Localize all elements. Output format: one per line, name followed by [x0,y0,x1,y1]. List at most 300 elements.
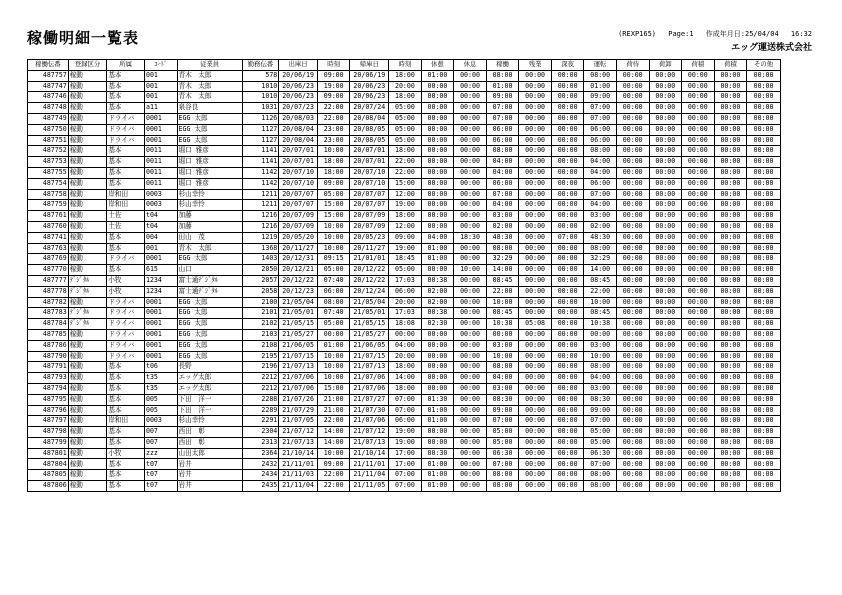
report-id: (REXP165) [618,30,657,38]
table-cell: 00:00 [616,470,649,481]
table-cell: 00:00 [616,286,649,297]
table-cell: 00:00 [421,135,454,146]
table-cell: 20/08/05 [350,135,389,146]
table-cell: 21/07/13 [350,437,389,448]
table-cell: 00:00 [714,351,747,362]
table-cell: 00:00 [747,200,781,211]
table-cell: 00:00 [616,394,649,405]
table-cell: 長野 [177,362,242,373]
table-cell: 1211 [242,200,279,211]
table-row [28,297,781,308]
table-cell: 00:00 [317,329,350,340]
table-cell: 稼動 [68,340,107,351]
table-cell: 西田 彰 [177,437,242,448]
table-cell: 487784 [28,319,69,330]
table-cell: EGG 太郎 [177,254,242,265]
table-cell: 20/07/09 [350,221,389,232]
table-cell: 00:00 [519,437,552,448]
table-cell: 00:00 [747,448,781,459]
table-cell: 20/12/21 [279,265,318,276]
table-cell: 21/06/05 [350,340,389,351]
table-cell: 00:00 [551,297,584,308]
table-cell: 00:00 [747,416,781,427]
table-cell: 00:00 [714,297,747,308]
table-cell: 20/06/23 [279,92,318,103]
column-header: 時刻 [317,60,350,71]
table-cell: 00:00 [551,405,584,416]
table-row [28,92,781,103]
table-cell: 稼動 [68,200,107,211]
table-cell: 00:30 [421,448,454,459]
table-cell: 00:00 [714,103,747,114]
table-cell: 00:00 [616,243,649,254]
table-cell: 00:00 [421,167,454,178]
table-cell: 00:00 [714,405,747,416]
column-header: 休憩 [421,60,454,71]
table-cell: 00:00 [682,146,715,157]
table-cell: 06:00 [486,178,519,189]
table-cell: 00:00 [747,308,781,319]
table-cell: 00:00 [454,383,487,394]
table-cell: 00:00 [747,232,781,243]
table-cell: 05:00 [389,113,422,124]
table-cell: 20/07/01 [350,146,389,157]
table-cell: 00:00 [454,286,487,297]
table-cell: 22:00 [389,157,422,168]
column-header: 勤務伝番 [242,60,279,71]
table-cell: 07:00 [486,459,519,470]
table-cell: 00:00 [682,319,715,330]
table-cell: 00:00 [747,81,781,92]
table-cell: 04:00 [486,373,519,384]
table-cell: 487753 [28,157,69,168]
table-cell: 00:00 [682,405,715,416]
table-cell: 00:00 [454,405,487,416]
table-cell: 00:00 [682,92,715,103]
table-cell: t04 [144,211,177,222]
table-cell: 00:00 [454,135,487,146]
table-cell: 00:00 [682,340,715,351]
table-cell: t07 [144,470,177,481]
table-cell: 基本 [107,81,145,92]
table-cell: 00:00 [747,286,781,297]
table-cell: 00:00 [551,275,584,286]
table-cell: 稼動 [68,146,107,157]
column-header: 所属 [107,60,145,71]
table-cell: 00:00 [649,70,682,81]
table-cell: 00:00 [682,135,715,146]
table-cell: t06 [144,362,177,373]
table-cell: 10:00 [317,221,350,232]
table-cell: 00:00 [747,459,781,470]
table-cell: 00:00 [421,221,454,232]
table-cell: 00:00 [551,286,584,297]
table-cell: 487783 [28,308,69,319]
table-cell: 00:00 [454,81,487,92]
table-cell: 07:00 [486,113,519,124]
table-cell: EGG 太郎 [177,329,242,340]
table-cell: 01:00 [421,70,454,81]
table-cell: 00:00 [682,383,715,394]
table-cell: 稼動 [68,470,107,481]
table-cell: 0003 [144,416,177,427]
table-cell: 00:00 [519,405,552,416]
table-cell: 21/11/01 [350,459,389,470]
table-cell: 00:00 [551,448,584,459]
table-cell: 00:00 [747,437,781,448]
table-cell: 17:00 [389,448,422,459]
table-cell: 00:00 [682,286,715,297]
table-cell: 20/07/10 [279,178,318,189]
table-cell: 1142 [242,178,279,189]
table-row [28,275,781,286]
table-cell: 岩井 [177,481,242,492]
table-cell: 稼動 [68,362,107,373]
table-cell: 2291 [242,416,279,427]
table-cell: 00:00 [682,254,715,265]
table-cell: 2057 [242,275,279,286]
table-cell: 青木 太郎 [177,81,242,92]
table-cell: 07:40 [317,308,350,319]
table-cell: 21/10/14 [350,448,389,459]
table-cell: 00:00 [616,329,649,340]
table-cell: 18:00 [317,167,350,178]
table-cell: 487760 [28,221,69,232]
table-cell: 20/07/07 [279,200,318,211]
table-cell: 00:00 [714,308,747,319]
table-cell: 05:00 [486,427,519,438]
table-cell: 00:00 [454,297,487,308]
table-cell: 00:00 [682,437,715,448]
table-cell: 18:00 [389,146,422,157]
table-cell: 02:00 [584,221,617,232]
table-cell: 22:00 [317,481,350,492]
table-cell: EGG 太郎 [177,124,242,135]
table-cell: 06:00 [584,178,617,189]
table-cell: 00:00 [519,103,552,114]
table-cell: ドライバ [107,308,145,319]
table-cell: 1010 [242,81,279,92]
table-cell: 00:00 [682,362,715,373]
table-cell: 20/08/04 [350,113,389,124]
table-cell: 00:00 [421,157,454,168]
table-row [28,319,781,330]
table-cell: 06:00 [317,286,350,297]
table-cell: 20/06/19 [350,70,389,81]
table-cell: 00:00 [747,329,781,340]
table-cell: 21/05/04 [350,297,389,308]
table-cell: 00:00 [714,481,747,492]
table-cell: 07:00 [486,416,519,427]
table-cell: 00:00 [747,70,781,81]
table-cell: 稼動 [68,232,107,243]
table-cell: 21/07/06 [279,383,318,394]
table-cell: 稼動 [68,405,107,416]
table-cell: 00:00 [682,275,715,286]
table-cell: 00:00 [649,189,682,200]
table-cell: 00:00 [551,319,584,330]
table-cell: 00:00 [519,297,552,308]
table-cell: 00:00 [649,394,682,405]
table-cell: 00:00 [616,189,649,200]
table-cell: 20/07/07 [350,200,389,211]
table-cell: 泉谷良 [177,103,242,114]
table-cell: 20/07/09 [279,221,318,232]
table-cell: 00:00 [682,211,715,222]
table-cell: 00:00 [519,275,552,286]
table-cell: 05:00 [317,189,350,200]
table-cell: 00:00 [714,135,747,146]
table-cell: 00:00 [649,81,682,92]
table-cell: 00:00 [616,308,649,319]
table-cell: 00:00 [421,200,454,211]
table-cell: 00:00 [551,481,584,492]
table-cell: ドライバ [107,124,145,135]
table-cell: 487763 [28,243,69,254]
table-cell: 基本 [107,146,145,157]
column-header: 時刻 [389,60,422,71]
table-cell: EGG 太郎 [177,308,242,319]
table-cell: 01:00 [421,254,454,265]
table-cell: 00:00 [421,351,454,362]
table-cell: 00:00 [649,211,682,222]
table-cell: 03:00 [584,211,617,222]
table-cell: 00:00 [747,265,781,276]
table-cell: 21/07/05 [279,416,318,427]
table-cell: 00:00 [519,329,552,340]
table-cell: 00:00 [714,232,747,243]
table-cell: 00:00 [649,275,682,286]
table-cell: 00:00 [649,178,682,189]
table-cell: 00:00 [519,362,552,373]
table-cell: EGG 太郎 [177,135,242,146]
table-cell: 10:00 [317,146,350,157]
column-header: 残業 [519,60,552,71]
table-cell: 基本 [107,470,145,481]
table-cell: 487805 [28,470,69,481]
table-cell: 15:00 [317,200,350,211]
table-header-row [28,60,781,71]
table-cell: 2103 [242,329,279,340]
table-cell: 00:00 [454,470,487,481]
table-cell: 08:00 [486,470,519,481]
table-cell: 1031 [242,103,279,114]
table-cell: 10:00 [317,243,350,254]
table-row [28,157,781,168]
table-cell: 00:00 [616,92,649,103]
table-cell: 00:00 [682,265,715,276]
table-cell: 20/07/09 [279,211,318,222]
table-cell: 20/11/27 [350,243,389,254]
table-cell: 21/07/06 [350,383,389,394]
table-cell: 00:00 [714,211,747,222]
table-cell: 01:00 [421,416,454,427]
table-cell: 14:00 [317,437,350,448]
table-cell: 00:00 [649,319,682,330]
table-cell: 01:00 [584,81,617,92]
table-cell: 基本 [107,265,145,276]
column-header: 休息 [454,60,487,71]
table-cell: 06:00 [389,286,422,297]
table-cell: 21/07/13 [279,362,318,373]
table-row [28,286,781,297]
table-cell: 00:00 [616,70,649,81]
table-cell: 下田 洋一 [177,405,242,416]
table-cell: 0011 [144,146,177,157]
table-cell: 00:00 [454,437,487,448]
table-cell: 00:38 [421,308,454,319]
table-cell: 00:00 [421,373,454,384]
table-cell: 21:00 [317,405,350,416]
table-cell: 2434 [242,470,279,481]
table-cell: 00:00 [616,275,649,286]
table-cell: 00:00 [714,124,747,135]
table-row [28,221,781,232]
table-cell: 堀口 雅彦 [177,178,242,189]
table-cell: 00:00 [454,167,487,178]
table-cell: 04:00 [486,200,519,211]
table-cell: 00:00 [682,459,715,470]
table-cell: 20:00 [389,351,422,362]
table-cell: 00:00 [616,340,649,351]
table-cell: 32:29 [584,254,617,265]
table-cell: 21/07/12 [279,427,318,438]
table-cell: 00:00 [551,167,584,178]
table-row [28,189,781,200]
table-cell: 08:00 [486,70,519,81]
table-cell: 00:00 [649,124,682,135]
table-cell: 00:00 [682,103,715,114]
table-cell: 00:00 [649,481,682,492]
table-cell: 19:00 [389,243,422,254]
table-cell: 20/05/23 [350,232,389,243]
table-cell: 00:00 [616,459,649,470]
table-cell: 00:00 [616,178,649,189]
table-cell: 487795 [28,394,69,405]
table-cell: 00:00 [649,329,682,340]
table-cell: 00:00 [551,92,584,103]
table-cell: 07:00 [584,416,617,427]
table-cell: 00:00 [714,221,747,232]
table-cell: t07 [144,459,177,470]
table-cell: 00:00 [519,481,552,492]
table-cell: ドライバ [107,254,145,265]
table-cell: 19:00 [317,81,350,92]
table-cell: 岸和田 [107,189,145,200]
table-cell: 稼動 [68,427,107,438]
table-cell: 00:00 [551,437,584,448]
table-cell: 06:00 [584,124,617,135]
table-cell: 00:00 [616,481,649,492]
table-cell: 00:00 [747,243,781,254]
table-cell: ドライバ [107,340,145,351]
table-cell: 487782 [28,297,69,308]
table-row [28,103,781,114]
table-cell: 21/11/05 [350,481,389,492]
table-cell: 00:00 [649,373,682,384]
table-cell: 06:00 [486,135,519,146]
table-cell: 00:00 [649,416,682,427]
table-cell: 15:00 [317,211,350,222]
table-cell: 1403 [242,254,279,265]
table-cell: 08:00 [486,243,519,254]
table-cell: 00:00 [551,189,584,200]
table-cell: 00:00 [551,383,584,394]
table-cell: 00:00 [682,189,715,200]
table-cell: 20/11/27 [279,243,318,254]
table-cell: 土佐 [107,211,145,222]
table-cell: 20/12/31 [279,254,318,265]
table-cell: 00:00 [454,308,487,319]
table-cell: 基本 [107,481,145,492]
table-cell: 00:00 [714,470,747,481]
table-row [28,405,781,416]
table-cell: 00:00 [519,81,552,92]
table-cell: 00:00 [551,146,584,157]
table-cell: 004 [144,232,177,243]
table-cell: 00:00 [714,92,747,103]
table-row [28,211,781,222]
table-cell: 20/07/07 [350,189,389,200]
table-cell: 18:00 [389,362,422,373]
table-cell: ドライバ [107,329,145,340]
table-cell: 21:00 [317,394,350,405]
table-cell: 00:00 [747,373,781,384]
table-cell: 00:00 [682,157,715,168]
table-cell: 基本 [107,373,145,384]
table-cell: 00:00 [616,297,649,308]
table-cell: t35 [144,373,177,384]
table-cell: 07:00 [486,103,519,114]
table-cell: 00:00 [616,232,649,243]
table-row [28,167,781,178]
table-cell: 00:00 [616,383,649,394]
table-row [28,416,781,427]
table-cell: 基本 [107,437,145,448]
table-cell: 0003 [144,200,177,211]
table-cell: 00:00 [454,113,487,124]
table-cell: 1142 [242,167,279,178]
table-cell: 山口 [177,265,242,276]
table-cell: 00:00 [551,308,584,319]
table-cell: 00:00 [551,178,584,189]
table-cell: 0011 [144,157,177,168]
table-cell: 00:00 [649,448,682,459]
table-cell: 00:00 [682,70,715,81]
table-cell: 稼動 [68,113,107,124]
table-cell: 10:00 [486,297,519,308]
table-cell: 12:00 [389,189,422,200]
table-cell: 487794 [28,383,69,394]
table-cell: 00:00 [649,254,682,265]
table-cell: 06:00 [389,416,422,427]
table-cell: 00:00 [649,286,682,297]
table-cell: 09:00 [584,92,617,103]
table-cell: 00:00 [519,178,552,189]
table-cell: 00:00 [454,189,487,200]
table-cell: 00:00 [454,70,487,81]
table-cell: 00:00 [714,254,747,265]
created-label: 作成年月日 [705,30,741,38]
table-cell: 01:00 [421,470,454,481]
column-header: 帰庫日 [350,60,389,71]
table-row [28,448,781,459]
table-cell: 00:00 [649,200,682,211]
table-cell: 2364 [242,448,279,459]
table-cell: 杉山幸怜 [177,416,242,427]
table-cell: 007 [144,427,177,438]
table-cell: 18:30 [454,232,487,243]
